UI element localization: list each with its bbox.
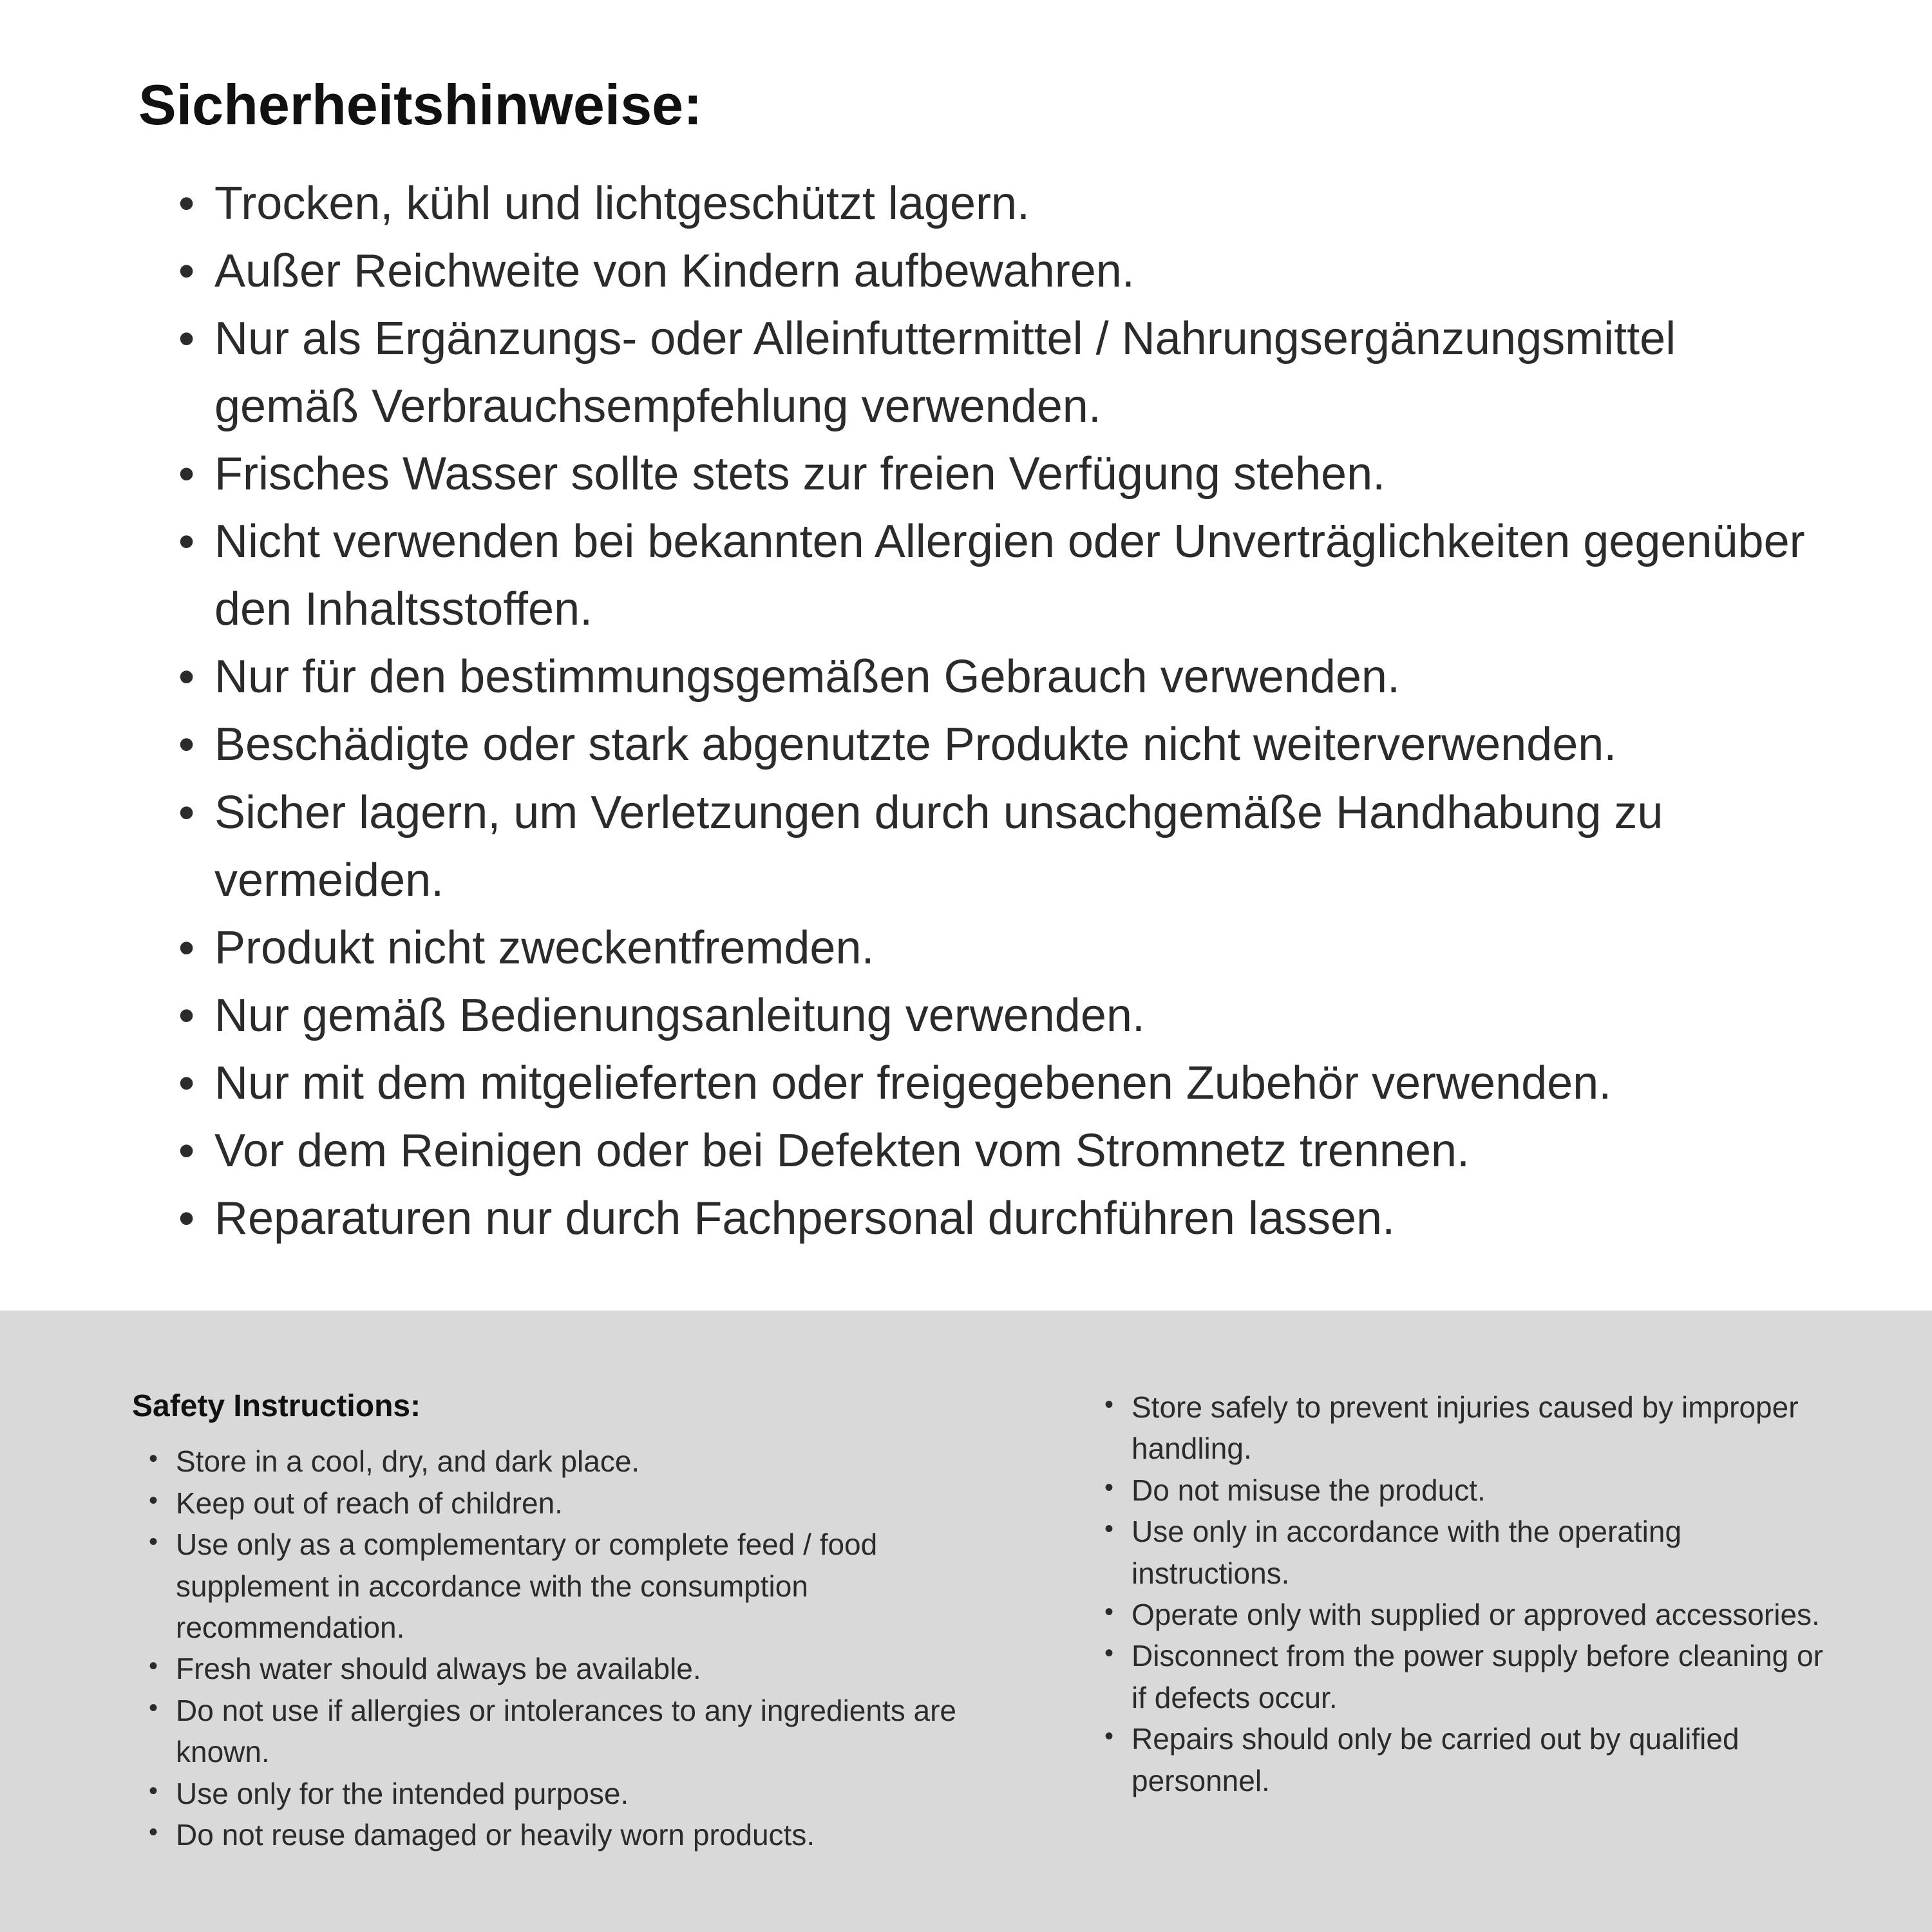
list-item: • Keep out of reach of children. — [149, 1482, 989, 1524]
whitespace-spacer — [0, 1253, 1932, 1311]
list-item: • Nur mit dem mitgelieferten oder freigegebenen Zubehör verwenden. — [178, 1050, 1823, 1117]
list-item: • Repairs should only be carried out by qualified personnel. — [1104, 1718, 1835, 1801]
english-section-title: Safety Instructions: — [132, 1389, 421, 1423]
german-safety-list — [138, 170, 1823, 1253]
list-item: • Operate only with supplied or approved accessories. — [1104, 1594, 1835, 1635]
list-item: • Use only for the intended purpose. — [149, 1773, 989, 1814]
list-item: • Beschädigte oder stark abgenutzte Produkte nicht weiterverwenden. — [178, 711, 1823, 779]
english-right-column — [1104, 1387, 1835, 1932]
list-item: • Do not reuse damaged or heavily worn products. — [149, 1814, 989, 1855]
list-item: • Frisches Wasser sollte stets zur freien Verfügung stehen. — [178, 440, 1823, 508]
list-item: • Fresh water should always be available. — [149, 1648, 989, 1689]
list-item: • Reparaturen nur durch Fachpersonal durchführen lassen. — [178, 1185, 1823, 1253]
list-item: • Produkt nicht zweckentfremden. — [178, 914, 1823, 982]
list-item: • Disconnect from the power supply before cleaning or if defects occur. — [1104, 1635, 1835, 1718]
list-item: • Nur als Ergänzungs- oder Alleinfuttermittel / Nahrungsergänzungsmittel gemäß Verbrauchsempfehlung verwenden. — [178, 305, 1823, 440]
list-item: • Vor dem Reinigen oder bei Defekten vom Stromnetz trennen. — [178, 1117, 1823, 1185]
english-safety-section — [0, 1311, 1932, 1932]
list-item: • Store safely to prevent injuries caused by improper handling. — [1104, 1387, 1835, 1470]
english-safety-list-left — [132, 1441, 989, 1855]
english-safety-list-right — [1104, 1387, 1835, 1801]
list-item: • Use only as a complementary or complete feed / food supplement in accordance with the consumption recommendation. — [149, 1524, 989, 1648]
list-item: • Nur für den bestimmungsgemäßen Gebrauch verwenden. — [178, 643, 1823, 711]
german-section-title: Sicherheitshinweise: — [138, 73, 703, 137]
list-item: • Sicher lagern, um Verletzungen durch unsachgemäße Handhabung zu vermeiden. — [178, 779, 1823, 914]
list-item: • Nicht verwenden bei bekannten Allergien oder Unverträglichkeiten gegenüber den Inhaltsstoffen. — [178, 508, 1823, 643]
list-item: • Trocken, kühl und lichtgeschützt lagern. — [178, 170, 1823, 238]
english-left-column — [132, 1387, 989, 1932]
list-item: • Do not use if allergies or intolerances to any ingredients are known. — [149, 1690, 989, 1773]
list-item: • Nur gemäß Bedienungsanleitung verwenden. — [178, 982, 1823, 1050]
list-item: • Use only in accordance with the operating instructions. — [1104, 1511, 1835, 1594]
list-item: • Do not misuse the product. — [1104, 1470, 1835, 1511]
list-item: • Außer Reichweite von Kindern aufbewahren. — [178, 238, 1823, 305]
list-item: • Store in a cool, dry, and dark place. — [149, 1441, 989, 1482]
